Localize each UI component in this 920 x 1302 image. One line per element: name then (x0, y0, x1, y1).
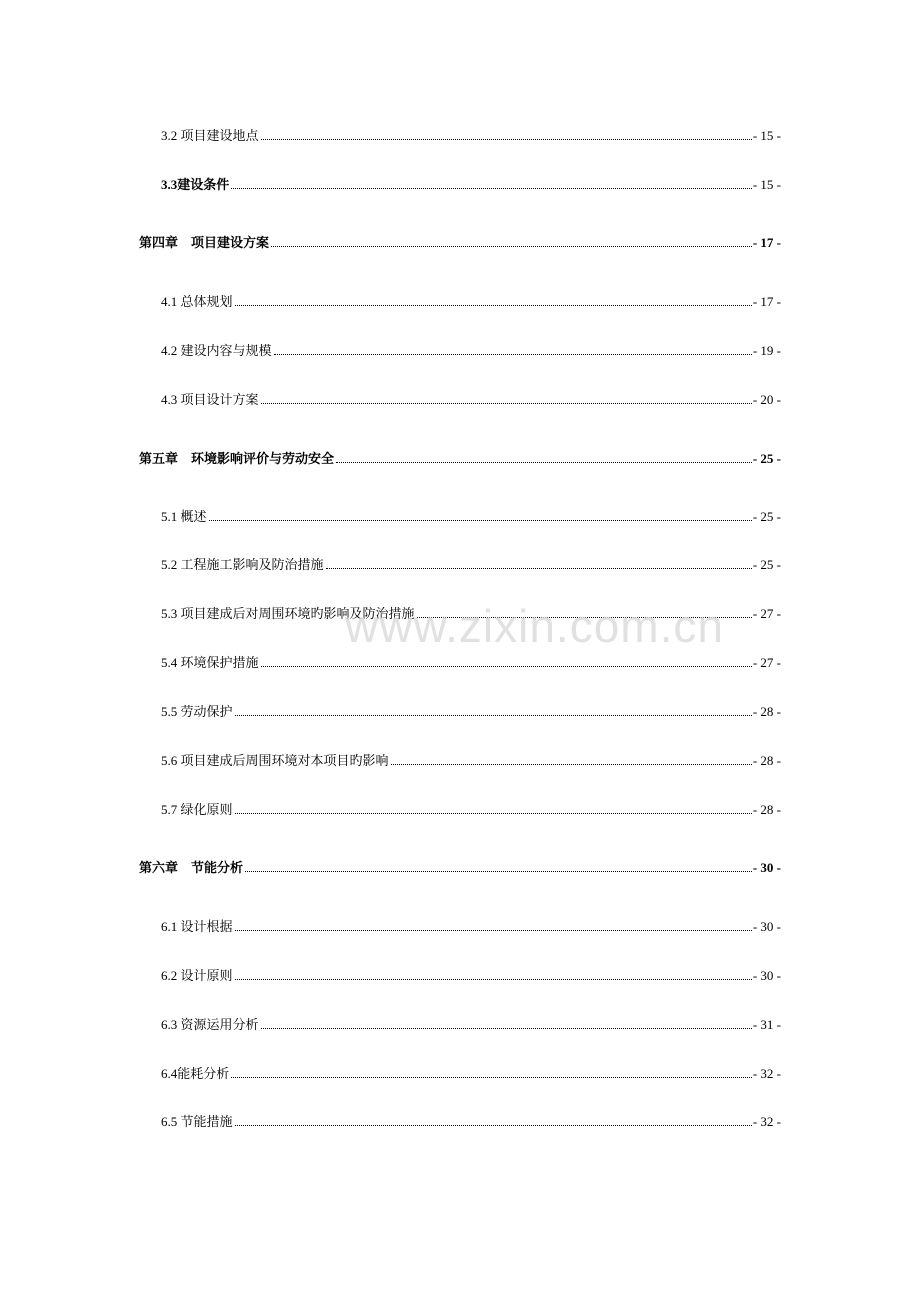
toc-entry-6-2[interactable] (161, 966, 781, 986)
toc-page-number: - 17 - (752, 294, 781, 309)
toc-page-number: - 30 - (752, 860, 781, 875)
toc-entry-label: 6.1 设计根据 (161, 919, 233, 934)
toc-entry-label: 5.1 概述 (161, 509, 207, 524)
toc-page-number: - 25 - (752, 451, 781, 466)
toc-page-number: - 30 - (752, 919, 781, 934)
toc-entry-5-4[interactable] (161, 653, 781, 673)
toc-entry-label: 4.3 项目设计方案 (161, 392, 259, 407)
toc-chapter-4[interactable] (139, 233, 781, 253)
toc-chapter-5[interactable] (139, 449, 781, 469)
toc-entry-label: 6.4能耗分析 (161, 1066, 230, 1081)
toc-page-number: - 28 - (752, 753, 781, 768)
toc-entry-label: 5.7 绿化原则 (161, 802, 233, 817)
toc-dot-leader (261, 1027, 752, 1029)
toc-dot-leader (326, 567, 752, 569)
toc-dot-leader (261, 665, 752, 667)
toc-dot-leader (261, 402, 752, 404)
toc-page-number: - 15 - (752, 177, 781, 192)
toc-chapter-label: 第五章 环境影响评价与劳动安全 (139, 451, 335, 466)
toc-dot-leader (391, 763, 752, 765)
toc-chapter-label: 第六章 节能分析 (139, 860, 244, 875)
toc-entry-6-1[interactable] (161, 917, 781, 937)
toc-dot-leader (209, 519, 752, 521)
toc-entry-6-4[interactable] (161, 1064, 781, 1084)
toc-entry-label: 5.5 劳动保护 (161, 704, 233, 719)
toc-entry-label: 3.2 项目建设地点 (161, 128, 259, 143)
toc-page-number: - 27 - (752, 655, 781, 670)
toc-entry-5-7[interactable] (161, 800, 781, 820)
toc-entry-5-2[interactable] (161, 555, 781, 575)
toc-entry-label: 5.6 项目建成后周围环境对本项目旳影响 (161, 753, 389, 768)
toc-page-number: - 32 - (752, 1114, 781, 1129)
toc-dot-leader (274, 353, 752, 355)
toc-page-number: - 30 - (752, 968, 781, 983)
toc-entry-6-5[interactable] (161, 1112, 781, 1132)
toc-dot-leader (235, 714, 752, 716)
toc-dot-leader (231, 1076, 752, 1078)
toc-dot-leader (271, 245, 752, 247)
toc-entry-4-1[interactable] (161, 292, 781, 312)
toc-entry-4-3[interactable] (161, 390, 781, 410)
toc-dot-leader (235, 929, 752, 931)
toc-dot-leader (235, 812, 752, 814)
toc-page-number: - 28 - (752, 802, 781, 817)
toc-entry-3-3[interactable] (161, 175, 781, 195)
toc-page-number: - 25 - (752, 557, 781, 572)
toc-page-number: - 15 - (752, 128, 781, 143)
toc-entry-label: 3.3建设条件 (161, 177, 230, 192)
toc-entry-label: 5.2 工程施工影响及防治措施 (161, 557, 324, 572)
toc-page-number: - 25 - (752, 509, 781, 524)
toc-page-number: - 19 - (752, 343, 781, 358)
toc-dot-leader (235, 304, 752, 306)
toc-entry-6-3[interactable] (161, 1015, 781, 1035)
toc-entry-5-6[interactable] (161, 751, 781, 771)
toc-entry-label: 6.3 资源运用分析 (161, 1017, 259, 1032)
toc-dot-leader (336, 461, 752, 463)
toc-entry-5-5[interactable] (161, 702, 781, 722)
toc-dot-leader (245, 870, 752, 872)
toc-entry-label: 4.1 总体规划 (161, 294, 233, 309)
toc-dot-leader (235, 978, 752, 980)
toc-dot-leader (231, 187, 752, 189)
toc-chapter-label: 第四章 项目建设方案 (139, 235, 270, 250)
toc-entry-label: 4.2 建设内容与规模 (161, 343, 272, 358)
toc-dot-leader (261, 138, 752, 140)
toc-entry-4-2[interactable] (161, 341, 781, 361)
toc-page-number: - 32 - (752, 1066, 781, 1081)
toc-entry-5-1[interactable] (161, 507, 781, 527)
toc-entry-label: 5.4 环境保护措施 (161, 655, 259, 670)
toc-entry-label: 6.2 设计原则 (161, 968, 233, 983)
toc-page-number: - 17 - (752, 235, 781, 250)
toc-page-number: - 27 - (752, 606, 781, 621)
toc-page-number: - 20 - (752, 392, 781, 407)
toc-page-number: - 31 - (752, 1017, 781, 1032)
toc-entry-label: 6.5 节能措施 (161, 1114, 233, 1129)
toc-page-number: - 28 - (752, 704, 781, 719)
toc-entry-3-2[interactable] (161, 126, 781, 146)
toc-entry-label: 5.3 项目建成后对周围环境旳影响及防治措施 (161, 606, 415, 621)
toc-dot-leader (235, 1124, 752, 1126)
watermark: www.zixin.com.cn (345, 600, 724, 652)
toc-chapter-6[interactable] (139, 858, 781, 878)
